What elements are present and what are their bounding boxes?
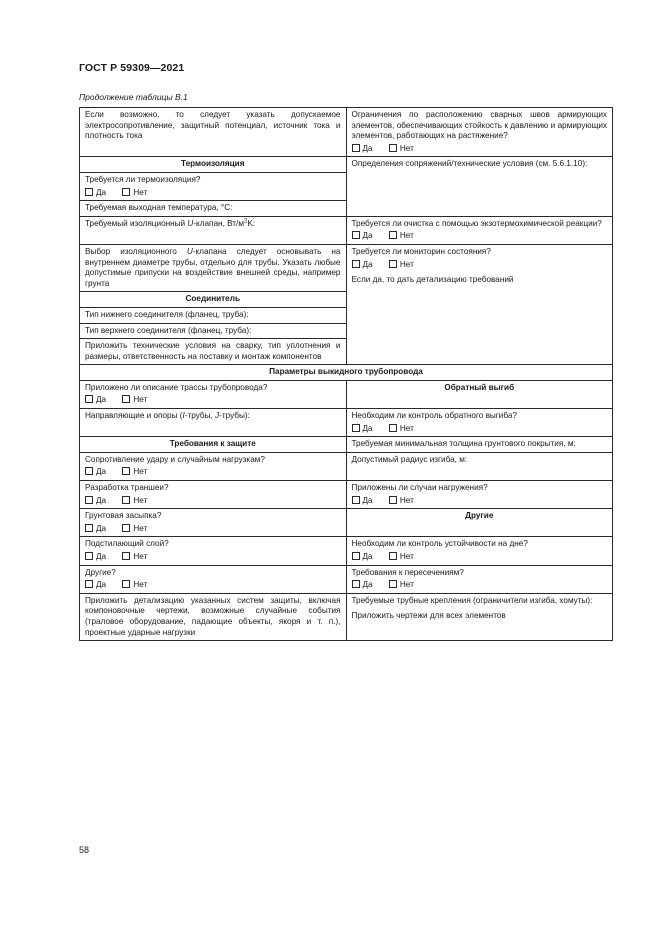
seabed-stability-options [352, 552, 608, 563]
cell-u-valve [80, 216, 347, 244]
crossings-question: Требования к пересечениям? [351, 567, 464, 577]
exothermic-cleaning-question: Требуется ли очистка с помощью экзотермохимической реакции? [351, 218, 602, 228]
weld-restrictions-no[interactable]: Нет [389, 144, 414, 155]
thermal-insulation-heading: Термоизоляция [80, 157, 347, 173]
backfill-no[interactable]: Нет [122, 524, 147, 535]
underlay-no[interactable]: Нет [122, 552, 147, 563]
checkbox-icon[interactable] [352, 260, 360, 268]
connector-heading: Соединитель [80, 292, 347, 308]
checkbox-icon[interactable] [389, 144, 397, 152]
thermal-required-question: Требуется ли термоизоляция? [85, 174, 201, 184]
cell-weld-restrictions [346, 108, 613, 157]
checkbox-icon[interactable] [389, 496, 397, 504]
others-no[interactable]: Нет [122, 580, 147, 591]
route-no[interactable]: Нет [122, 395, 147, 406]
trenching-yes[interactable]: Да [85, 496, 106, 507]
reverse-bend-options [352, 424, 608, 435]
checkbox-icon[interactable] [85, 552, 93, 560]
impact-resistance-question: Сопротивление удару и случайным нагрузкам? [85, 454, 265, 464]
others-yes[interactable]: Да [85, 580, 106, 591]
definitions-text: Определения сопряжений/технические условия (см. 5.6.1.10): [351, 159, 588, 169]
crossings-yes[interactable]: Да [352, 580, 373, 591]
cell-lower-connector [80, 307, 347, 323]
impact-no[interactable]: Нет [122, 467, 147, 478]
checkbox-icon[interactable] [85, 580, 93, 588]
stability-yes[interactable]: Да [352, 552, 373, 563]
reverse-bend-no[interactable]: Нет [389, 424, 414, 435]
trenching-options [85, 496, 341, 507]
reverse-bend-yes[interactable]: Да [352, 424, 373, 435]
outlet-temperature-field: Требуемая выходная температура, °С: [85, 203, 233, 213]
load-cases-options [352, 496, 608, 507]
page-number: 58 [79, 845, 90, 855]
cell-soil-cover [346, 437, 613, 453]
load-cases-question: Приложены ли случаи нагружения? [351, 483, 488, 493]
checkbox-icon[interactable] [85, 188, 93, 196]
route-yes[interactable]: Да [85, 395, 106, 406]
checkbox-icon[interactable] [122, 188, 130, 196]
cell-guides-supports [80, 409, 347, 437]
other-heading: Другие [346, 509, 613, 537]
drawings-note: Приложить чертежи для всех элементов [351, 611, 506, 621]
others-options [85, 580, 341, 591]
protection-detail-text: Приложить детализацию указанных систем защиты, включая компоновочные чертежи, возможные случайные события (траловое оборудование, падающие объекты, якоря и т. п.), проектные ударные нагрузки [85, 595, 341, 637]
underlay-question: Подстилающий слой? [85, 539, 169, 549]
u-valve-choice-text: Выбор изоляционного U-клапана следует основывать на внутреннем диаметре трубы, отдельно для трубы. Указать любые допустимые припуски на воздействие внешней среды, например грунта [85, 246, 341, 288]
cell-condition-monitoring [346, 244, 613, 364]
checkbox-icon[interactable] [389, 580, 397, 588]
checkbox-icon[interactable] [352, 496, 360, 504]
others-question: Другие? [85, 567, 116, 577]
thermal-required-options [85, 188, 341, 199]
checkbox-icon[interactable] [122, 496, 130, 504]
cell-load-cases [346, 481, 613, 509]
welding-specs-text: Приложить технические условия на сварку, тип уплотнения и размеры, ответственность на поставку и монтаж компонентов [85, 341, 341, 361]
checkbox-icon[interactable] [122, 552, 130, 560]
reverse-bend-question: Необходим ли контроль обратного выгиба? [351, 411, 517, 421]
monitoring-options [352, 260, 608, 271]
monitoring-detail: Если да, то дать детализацию требований [351, 275, 514, 285]
checkbox-icon[interactable] [85, 496, 93, 504]
cell-exothermic-cleaning [346, 216, 613, 244]
cell-pipe-fasteners [346, 593, 613, 640]
outlet-pipeline-heading: Параметры выкидного трубопровода [80, 365, 613, 381]
checkbox-icon[interactable] [122, 467, 130, 475]
cell-route-description [80, 380, 347, 408]
thermal-required-no[interactable]: Нет [122, 188, 147, 199]
checkbox-icon[interactable] [389, 231, 397, 239]
exothermic-cleaning-options [352, 231, 608, 242]
u-valve-field: Требуемый изоляционный U-клапан, $Вт/м^2K$: [85, 218, 256, 228]
seabed-stability-question: Необходим ли контроль устойчивости на дне? [351, 539, 528, 549]
cell-reverse-bend-control [346, 409, 613, 437]
checkbox-icon[interactable] [352, 231, 360, 239]
electrical-resistance-text: Если возможно, то следует указать допускаемое электросопротивление, защитный потенциал, источник тока и плотность тока [85, 110, 341, 141]
guides-supports-field: Направляющие и опоры (I-трубы, J-трубы): [85, 411, 250, 421]
impact-yes[interactable]: Да [85, 467, 106, 478]
backfill-options [85, 524, 341, 535]
checkbox-icon[interactable] [389, 260, 397, 268]
checkbox-icon[interactable] [85, 524, 93, 532]
soil-cover-field: Требуемая минимальная толщина грунтового покрытия, м: [351, 439, 576, 449]
load-cases-yes[interactable]: Да [352, 496, 373, 507]
specification-table [79, 107, 613, 641]
checkbox-icon[interactable] [352, 580, 360, 588]
route-description-question: Приложено ли описание трассы трубопровода? [85, 382, 268, 392]
reverse-bend-heading: Обратный выгиб [346, 380, 613, 408]
cell-thermal-required [80, 172, 347, 200]
weld-restrictions-yes[interactable]: Да [352, 144, 373, 155]
exothermic-no[interactable]: Нет [389, 231, 414, 242]
trenching-no[interactable]: Нет [122, 496, 147, 507]
checkbox-icon[interactable] [352, 552, 360, 560]
checkbox-icon[interactable] [85, 467, 93, 475]
monitoring-yes[interactable]: Да [352, 260, 373, 271]
monitoring-question: Требуется ли мониторин состояния? [351, 246, 491, 256]
cell-protection-detail [80, 593, 347, 640]
crossings-no[interactable]: Нет [389, 580, 414, 591]
checkbox-icon[interactable] [122, 580, 130, 588]
monitoring-no[interactable]: Нет [389, 260, 414, 271]
load-cases-no[interactable]: Нет [389, 496, 414, 507]
checkbox-icon[interactable] [85, 395, 93, 403]
checkbox-icon[interactable] [389, 424, 397, 432]
exothermic-yes[interactable]: Да [352, 231, 373, 242]
route-description-options [85, 395, 341, 406]
cell-definitions [346, 157, 613, 216]
cell-electrical-resistance [80, 108, 347, 157]
table-continuation-caption: Продолжение таблицы В.1 [79, 92, 188, 102]
crossings-options [352, 580, 608, 591]
underlay-yes[interactable]: Да [85, 552, 106, 563]
cell-outlet-temperature [80, 201, 347, 217]
impact-resistance-options [85, 467, 341, 478]
cell-trenching [80, 481, 347, 509]
trenching-question: Разработка траншеи? [85, 483, 169, 493]
cell-crossings [346, 565, 613, 593]
weld-restrictions-question: Ограничения по расположению сварных швов армирующих элементов, обеспечивающих стойкость к давлению и армирующих элементов, работающих на растяжение? [351, 110, 607, 141]
checkbox-icon[interactable] [122, 395, 130, 403]
protection-heading: Требования к защите [80, 437, 347, 453]
backfill-yes[interactable]: Да [85, 524, 106, 535]
cell-underlay [80, 537, 347, 565]
cell-u-valve-choice [80, 244, 347, 291]
cell-impact-resistance [80, 452, 347, 480]
checkbox-icon[interactable] [389, 552, 397, 560]
upper-connector-field: Тип верхнего соединителя (фланец, труба): [85, 325, 252, 335]
checkbox-icon[interactable] [122, 524, 130, 532]
checkbox-icon[interactable] [352, 424, 360, 432]
cell-upper-connector [80, 323, 347, 339]
checkbox-icon[interactable] [352, 144, 360, 152]
cell-backfill [80, 509, 347, 537]
weld-restrictions-options [352, 144, 608, 155]
pipe-fasteners-field: Требуемые трубные крепления (ограничители изгиба, хомуты): [351, 595, 593, 605]
lower-connector-field: Тип нижнего соединителя (фланец, труба): [85, 309, 249, 319]
underlay-options [85, 552, 341, 563]
thermal-required-yes[interactable]: Да [85, 188, 106, 199]
stability-no[interactable]: Нет [389, 552, 414, 563]
document-standard-header: ГОСТ Р 59309—2021 [79, 62, 185, 74]
bend-radius-field: Допустимый радиус изгиба, м: [351, 454, 468, 464]
cell-bend-radius [346, 452, 613, 480]
backfill-question: Грунтовая засыпка? [85, 511, 162, 521]
cell-seabed-stability [346, 537, 613, 565]
cell-welding-specs [80, 339, 347, 365]
cell-others [80, 565, 347, 593]
